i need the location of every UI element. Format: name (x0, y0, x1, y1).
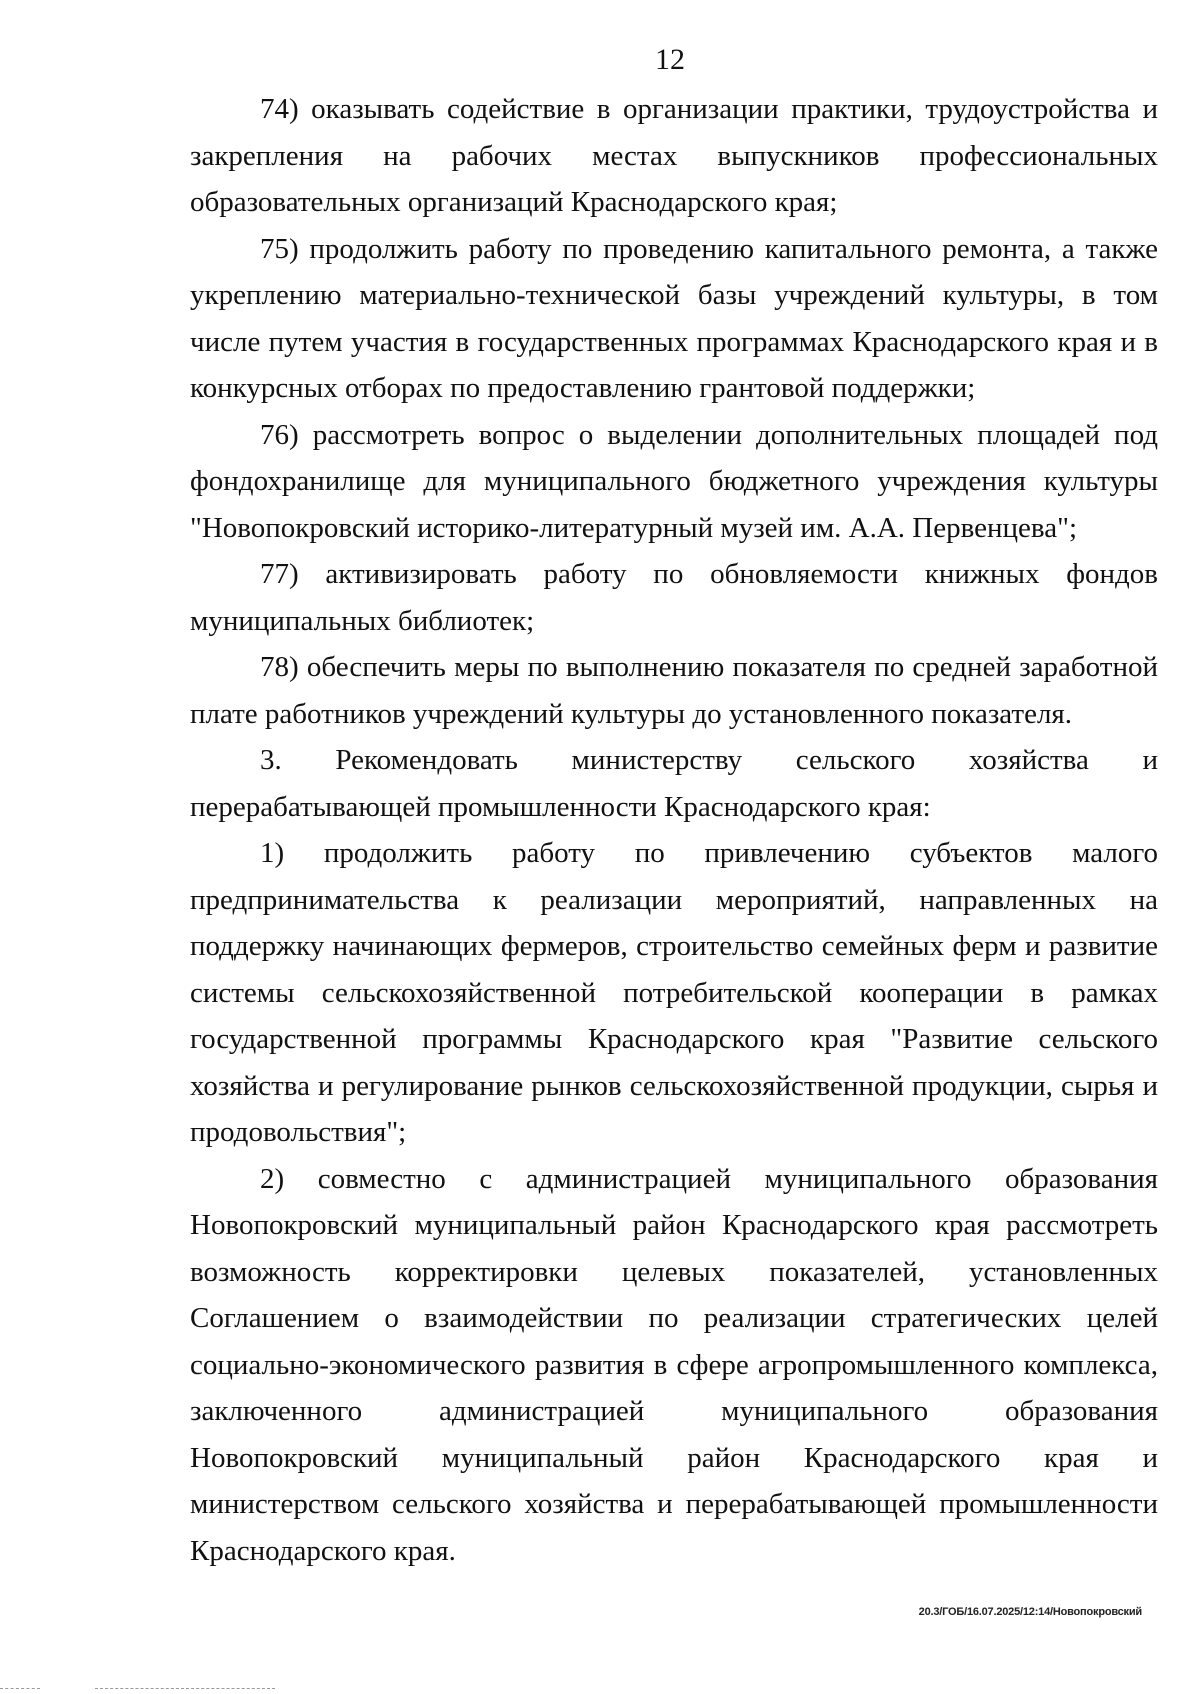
paragraph-section-3: 3. Рекомендовать министерству сельского хозяйства и перерабатывающей промышленности Краснодарского края: (190, 744, 1158, 823)
paragraph-subitem-1: 1) продолжить работу по привлечению субъектов малого предпринимательства к реализации мероприятий, направленных на поддержку начинающих фермеров, строительство семейных ферм и развитие системы сельскохозяйственной потребительской кооперации в рамках государственной программы Краснодарского края "Развитие сельского хозяйства и регулирование рынков сельскохозяйственной продукции, сырья и продовольствия"; (190, 837, 1158, 1148)
document-body (190, 86, 1158, 1574)
paragraph-item-77: 77) активизировать работу по обновляемости книжных фондов муниципальных библиотек; (190, 558, 1158, 637)
paragraph-item-78: 78) обеспечить меры по выполнению показателя по средней заработной плате работников учреждений культуры до установленного показателя. (190, 651, 1158, 730)
registration-stamp: 20.3/ГОБ/16.07.2025/12:14/Новопокровский (918, 1606, 1142, 1618)
paragraph-item-75: 75) продолжить работу по проведению капитального ремонта, а также укреплению материально-технической базы учреждений культуры, в том числе путем участия в государственных программах Краснодарского края и в конкурсных отборах по предоставлению грантовой поддержки; (190, 232, 1158, 404)
paragraph-subitem-2: 2) совместно с администрацией муниципального образования Новопокровский муниципальный район Краснодарского края рассмотреть возможность корректировки целевых показателей, установленных Соглашением о взаимодействии по реализации стратегических целей социально-экономического развития в сфере агропромышленного комплекса, заключенного администрацией муниципального образования Новопокровский муниципальный район Краснодарского края и министерством сельского хозяйства и перерабатывающей промышленности Краснодарского края. (190, 1162, 1158, 1567)
paragraph-item-76: 76) рассмотреть вопрос о выделении дополнительных площадей под фондохранилище для муниципального бюджетного учреждения культуры "Новопокровский историко-литературный музей им. А.А. Первенцева"; (190, 418, 1158, 544)
scan-edge-marks (0, 1688, 1200, 1690)
paragraph-item-74: 74) оказывать содействие в организации практики, трудоустройства и закрепления на рабочих местах выпускников профессиональных образовательных организаций Краснодарского края; (190, 93, 1158, 218)
page-number: 12 (655, 43, 685, 76)
